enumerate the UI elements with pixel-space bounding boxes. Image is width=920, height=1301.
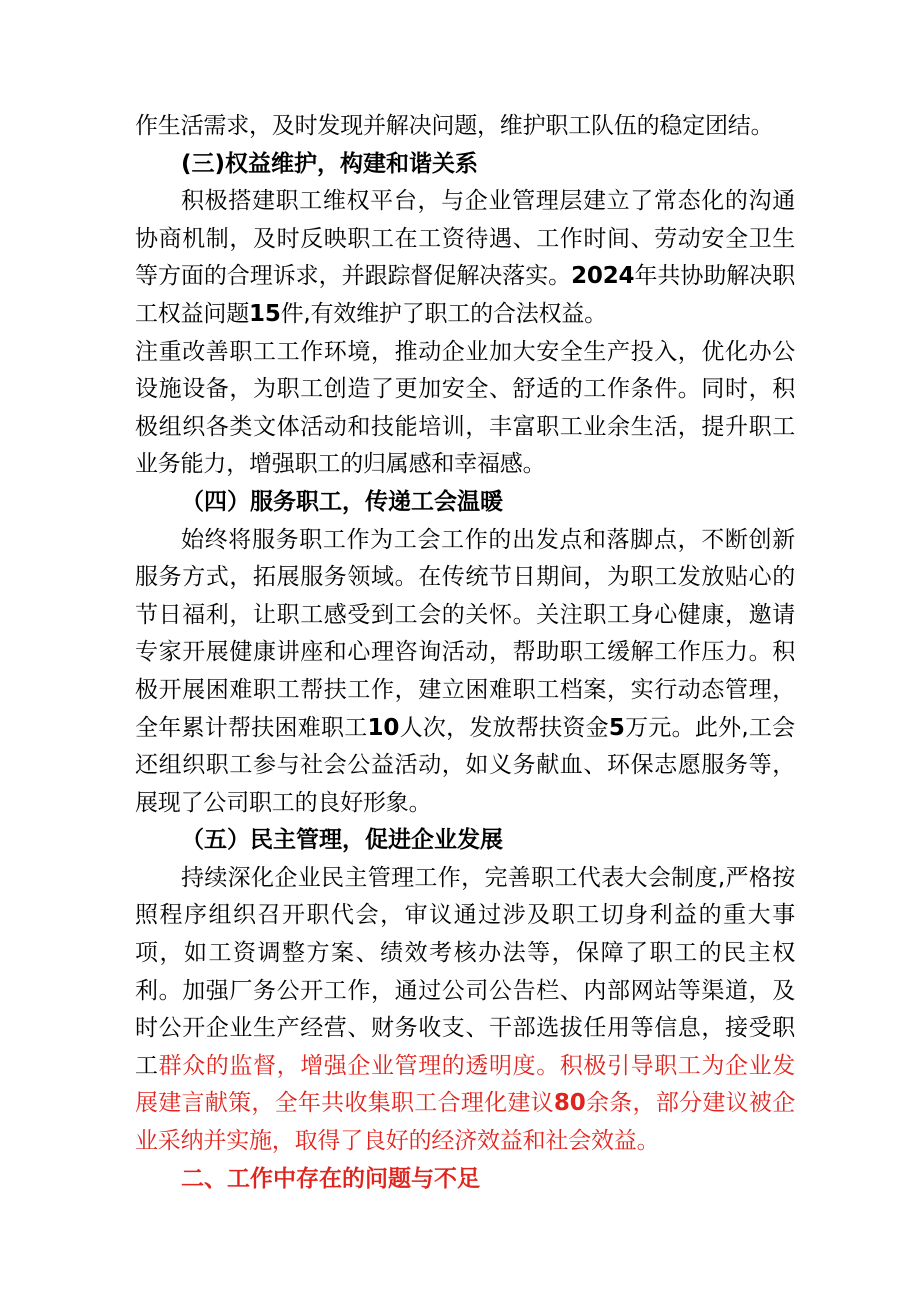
paragraph-text: 注重改善职工工作环境，推动企业加大安全生产投入，优化办公设施设备，为职工创造了更加安全、舒适的工作条件。同时，积极组织各类文体活动和技能培训，丰富职工业余生活，提升职工业务能力，增强职工的归属感和幸福感。 [135,338,795,478]
paragraph-democracy [135,860,795,1161]
count-value: 10 [367,714,400,741]
paragraph-text: 件,有效维护了职工的合法权益。 [280,300,607,327]
paragraph-environment [135,334,795,484]
section-heading-3: (三)权益维护，构建和谐关系 [181,150,479,177]
count-value: 80 [553,1090,586,1117]
highlighted-text: 余条，部分建议被企业采纳并实施，取得了良好的经济效益和社会效益。 [135,1090,795,1155]
document-page [135,108,795,1198]
year-value: 2024 [571,263,635,290]
paragraph-text: 始终将服务职工作为工会工作的出发点和落脚点，不断创新服务方式，拓展服务领域。在传统节日期间，为职工发放贴心的节日福利，让职工感受到工会的关怀。关注职工身心健康，邀请专家开展健康讲座和心理咨询活动，帮助职工缓解工作压力。积极开展困难职工帮扶工作，建立困难职工档案，实行动态管理，全年累计帮扶困难职工 [135,526,795,741]
paragraph-text: 年共协助解决职工权益问题 [135,263,795,327]
paragraph-text: 万元。此外,工会还组织职工参与社会公益活动，如义务献血、环保志愿服务等，展现了公司职工的良好形象。 [135,714,795,816]
section-heading-5: （五）民主管理，促进企业发展 [181,827,503,854]
paragraph-text: 积极搭建职工维权平台，与企业管理层建立了常态化的沟通协商机制，及时反映职工在工资待遇、工作时间、劳动安全卫生等方面的合理诉求，并跟踪督促解决落实。 [135,188,795,290]
paragraph-service [135,522,795,823]
paragraph-text: 人次，发放帮扶资金 [399,714,609,741]
paragraph-rights [135,183,795,333]
section-heading-4: （四）服务职工，传递工会温暖 [181,488,503,515]
chapter-heading-2: 二、工作中存在的问题与不足 [181,1165,480,1192]
paragraph-text: 持续深化企业民主管理工作，完善职工代表大会制度,严格按照程序组织召开职代会，审议通过涉及职工切身利益的重大事项，如工资调整方案、绩效考核办法等，保障了职工的民主权利。加强厂务公开工作，通过公司公告栏、内部网站等渠道，及时公开企业生产经营、财务收支、干部选拔任用等信息，接受职工 [135,864,795,1079]
highlighted-text: 群众的监督，增强企业管理的透明度。积极引导职工为企业发展建言献策，全年共收集职工合理化建议 [135,1052,795,1117]
amount-value: 5 [608,714,625,741]
paragraph-text: 作生活需求，及时发现并解决问题，维护职工队伍的稳定团结。 [135,113,774,139]
paragraph-continued [135,108,795,146]
count-value: 15 [249,300,281,327]
